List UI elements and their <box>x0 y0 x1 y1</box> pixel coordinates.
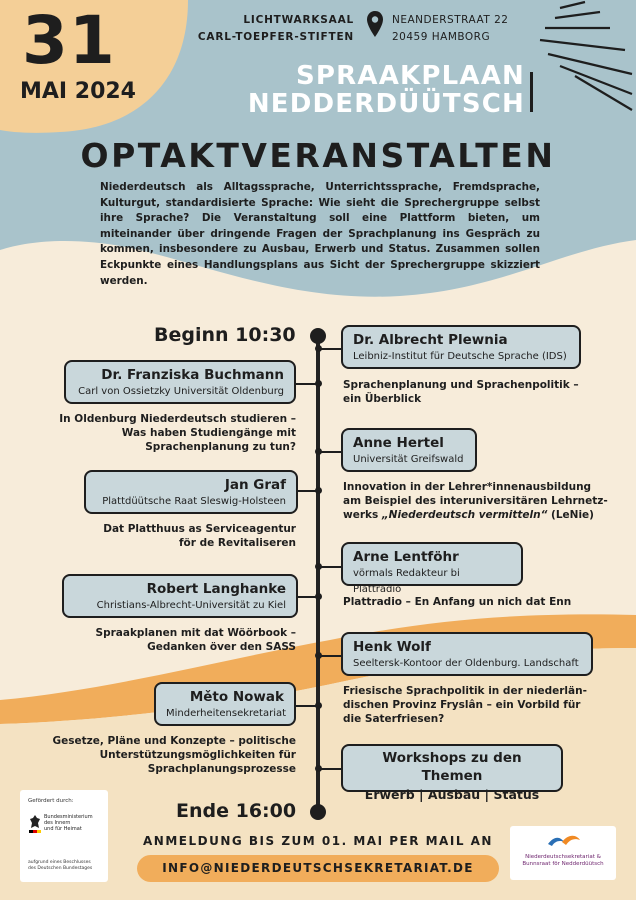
talk-line <box>343 508 623 522</box>
timeline-end-dot <box>310 804 326 820</box>
registration-email-link[interactable]: INFO@NIEDERDEUTSCHSEKRETARIAT.DE <box>137 855 499 882</box>
timeline-dot <box>315 487 322 494</box>
talk-title-langhanke <box>40 626 296 654</box>
venue <box>198 12 354 46</box>
talk-line: Gedanken över den SASS <box>147 641 296 653</box>
speaker-affiliation: Plattdüütsche Raat Sleswig-Holsteen <box>102 496 286 507</box>
talk-line: Gesetze, Pläne und Konzepte – politische <box>52 735 296 747</box>
sponsor-note <box>28 860 92 871</box>
speaker-affiliation: Universität Greifswald <box>353 454 464 465</box>
timeline-connector <box>320 566 342 568</box>
ministry-name <box>44 814 93 832</box>
talk-line: ein Überblick <box>343 393 422 405</box>
organizer-name <box>514 854 612 868</box>
sponsor-note-line: des Deutschen Bundestages <box>28 865 93 871</box>
workshops-card <box>341 744 563 802</box>
sponsor-note-line: aufgrund eines Beschlusses <box>28 860 91 865</box>
workshops-title: Workshops zu den Themen <box>382 750 522 784</box>
speaker-card-buchmann <box>64 360 296 404</box>
talk-line: dischen Provinz Fryslân – ein Vorbild für <box>343 699 581 711</box>
speaker-card-nowak <box>154 682 296 726</box>
talk-title-nowak <box>30 734 296 776</box>
organizer-line: Bunnsraat för Nedderdüütsch <box>522 861 604 867</box>
talk-line: Plattradio – En Anfang un nich dat Enn <box>343 596 572 608</box>
talk-text: (LeNie) <box>547 509 594 521</box>
timeline-connector <box>320 451 342 453</box>
start-time: Beginn 10:30 <box>154 324 296 346</box>
talk-line: Spraakplanen mit dat Wöörbook – <box>95 627 296 639</box>
ministry-line: und für Heimat <box>44 826 82 832</box>
birds-icon <box>546 832 582 852</box>
talk-title-plewnia <box>343 378 603 406</box>
registration-text: ANMELDUNG BIS ZUM 01. MAI PER MAIL AN <box>143 834 493 848</box>
speaker-affiliation: Minderheitensekretariat <box>166 708 287 719</box>
speaker-affiliation: Christians-Albrecht-Universität zu Kiel <box>96 600 286 611</box>
speaker-card-wolf <box>341 632 593 676</box>
timeline-axis <box>316 336 320 810</box>
timeline-dot <box>315 380 322 387</box>
timeline-dot <box>315 702 322 709</box>
timeline-dot <box>315 593 322 600</box>
speaker-affiliation: vörmals Redakteur bi Plattradio <box>353 568 460 595</box>
speaker-affiliation: Carl von Ossietzky Universität Oldenburg <box>78 386 284 397</box>
venue-line-1: LICHTWARKSAAL <box>243 14 354 26</box>
talk-line: die Saterfriesen? <box>343 713 445 725</box>
speaker-card-hertel <box>341 428 477 472</box>
speaker-card-langhanke <box>62 574 298 618</box>
speaker-affiliation: Seeltersk-Kontoor der Oldenburg. Landschaft <box>353 658 579 669</box>
timeline-connector <box>298 490 316 492</box>
talk-title-wolf <box>343 684 613 726</box>
talk-line: Was haben Studiengänge mit <box>121 427 296 439</box>
timeline-connector <box>320 348 342 350</box>
talk-line: Sprachenplanung und Sprachenpolitik – <box>343 379 579 391</box>
timeline-connector <box>296 383 316 385</box>
headline: OPTAKTVERANSTALTEN <box>80 136 556 175</box>
speaker-card-plewnia <box>341 325 581 369</box>
ministry-line: Bundesministerium <box>44 814 93 820</box>
venue-line-2: CARL-TOEPFER-STIFTEN <box>197 31 354 43</box>
timeline-connector <box>320 655 342 657</box>
talk-line: Sprachenplanung zu tun? <box>145 441 296 453</box>
intro-text: Niederdeutsch als Alltagssprache, Unterrichtssprache, Fremdsprache, Kulturgut, standardisierte Sprache: Wie sieht die Sprechergruppe selbst ihre Sprache? Die Veranstaltung soll eine Plattform bieten, um miteinander über dringende Fragen der Sprachplanung ins Gespräch zu kommen, insbesondere zu Ausbau, Erwerb und Status. Zusammen sollen Eckpunkte eines Handlungsplans aus Sicht der Sprechergruppe skizziert werden. <box>100 181 540 287</box>
timeline-connector <box>320 768 342 770</box>
speaker-name: Dr. Franziska Buchmann <box>101 367 284 383</box>
speaker-name: Dr. Albrecht Plewnia <box>353 332 508 348</box>
speaker-name: Měto Nowak <box>189 689 284 705</box>
speaker-card-graf <box>84 470 298 514</box>
location-pin-icon <box>366 10 384 38</box>
talk-line: am Beispiel des interuniversitären Lehrnetz- <box>343 495 608 507</box>
project-title-line-2: NEDDERDÜÜTSCH <box>247 89 525 119</box>
workshops-topics: Erwerb | Ausbau | Status <box>364 787 540 802</box>
talk-line: Sprachplanungsprozesse <box>147 763 296 775</box>
speaker-name: Arne Lentföhr <box>353 549 459 565</box>
end-time: Ende 16:00 <box>176 800 297 822</box>
project-title-line-1: SPRAAKPLAAN <box>295 61 525 91</box>
talk-line: Unterstützungsmöglichkeiten für <box>99 749 296 761</box>
timeline-connector <box>296 705 316 707</box>
sponsor-logo <box>20 790 108 882</box>
talk-line: Dat Platthuus as Serviceagentur <box>103 523 296 535</box>
event-month-year: MAI 2024 <box>20 79 136 104</box>
talk-line: Innovation in der Lehrer*innenausbildung <box>343 481 592 493</box>
address-line-1: NEANDERSTRAAT 22 <box>392 14 509 26</box>
sponsor-label: Gefördert durch: <box>28 798 74 804</box>
timeline-start-dot <box>310 328 326 344</box>
talk-title-graf <box>60 522 296 550</box>
address-line-2: 20459 HAMBORG <box>392 31 491 43</box>
ministry-line: des Innern <box>44 820 71 826</box>
project-title <box>205 62 525 118</box>
talk-line: Friesische Sprachpolitik in der niederlän- <box>343 685 587 697</box>
title-divider <box>530 72 533 112</box>
organizer-logo <box>510 826 616 880</box>
talk-title-hertel <box>343 480 623 522</box>
speaker-name: Henk Wolf <box>353 639 431 655</box>
address <box>392 12 508 46</box>
event-day: 31 <box>22 2 116 79</box>
talk-line: för de Revitaliseren <box>178 537 296 549</box>
speaker-name: Anne Hertel <box>353 435 444 451</box>
talk-title-lentfoehr <box>343 595 613 609</box>
speaker-name: Jan Graf <box>224 477 286 493</box>
speaker-affiliation: Leibniz-Institut für Deutsche Sprache (IDS) <box>353 351 567 362</box>
federal-eagle-icon <box>29 814 41 834</box>
speaker-name: Robert Langhanke <box>146 581 286 597</box>
talk-title-buchmann <box>40 412 296 454</box>
talk-text: werks <box>343 509 382 521</box>
talk-line: In Oldenburg Niederdeutsch studieren – <box>59 413 296 425</box>
speaker-card-lentfoehr <box>341 542 523 595</box>
organizer-line: Niederdeutschsekretariat & <box>525 854 601 860</box>
talk-emphasis: „Niederdeutsch vermitteln“ <box>381 509 548 521</box>
timeline-connector <box>298 596 316 598</box>
